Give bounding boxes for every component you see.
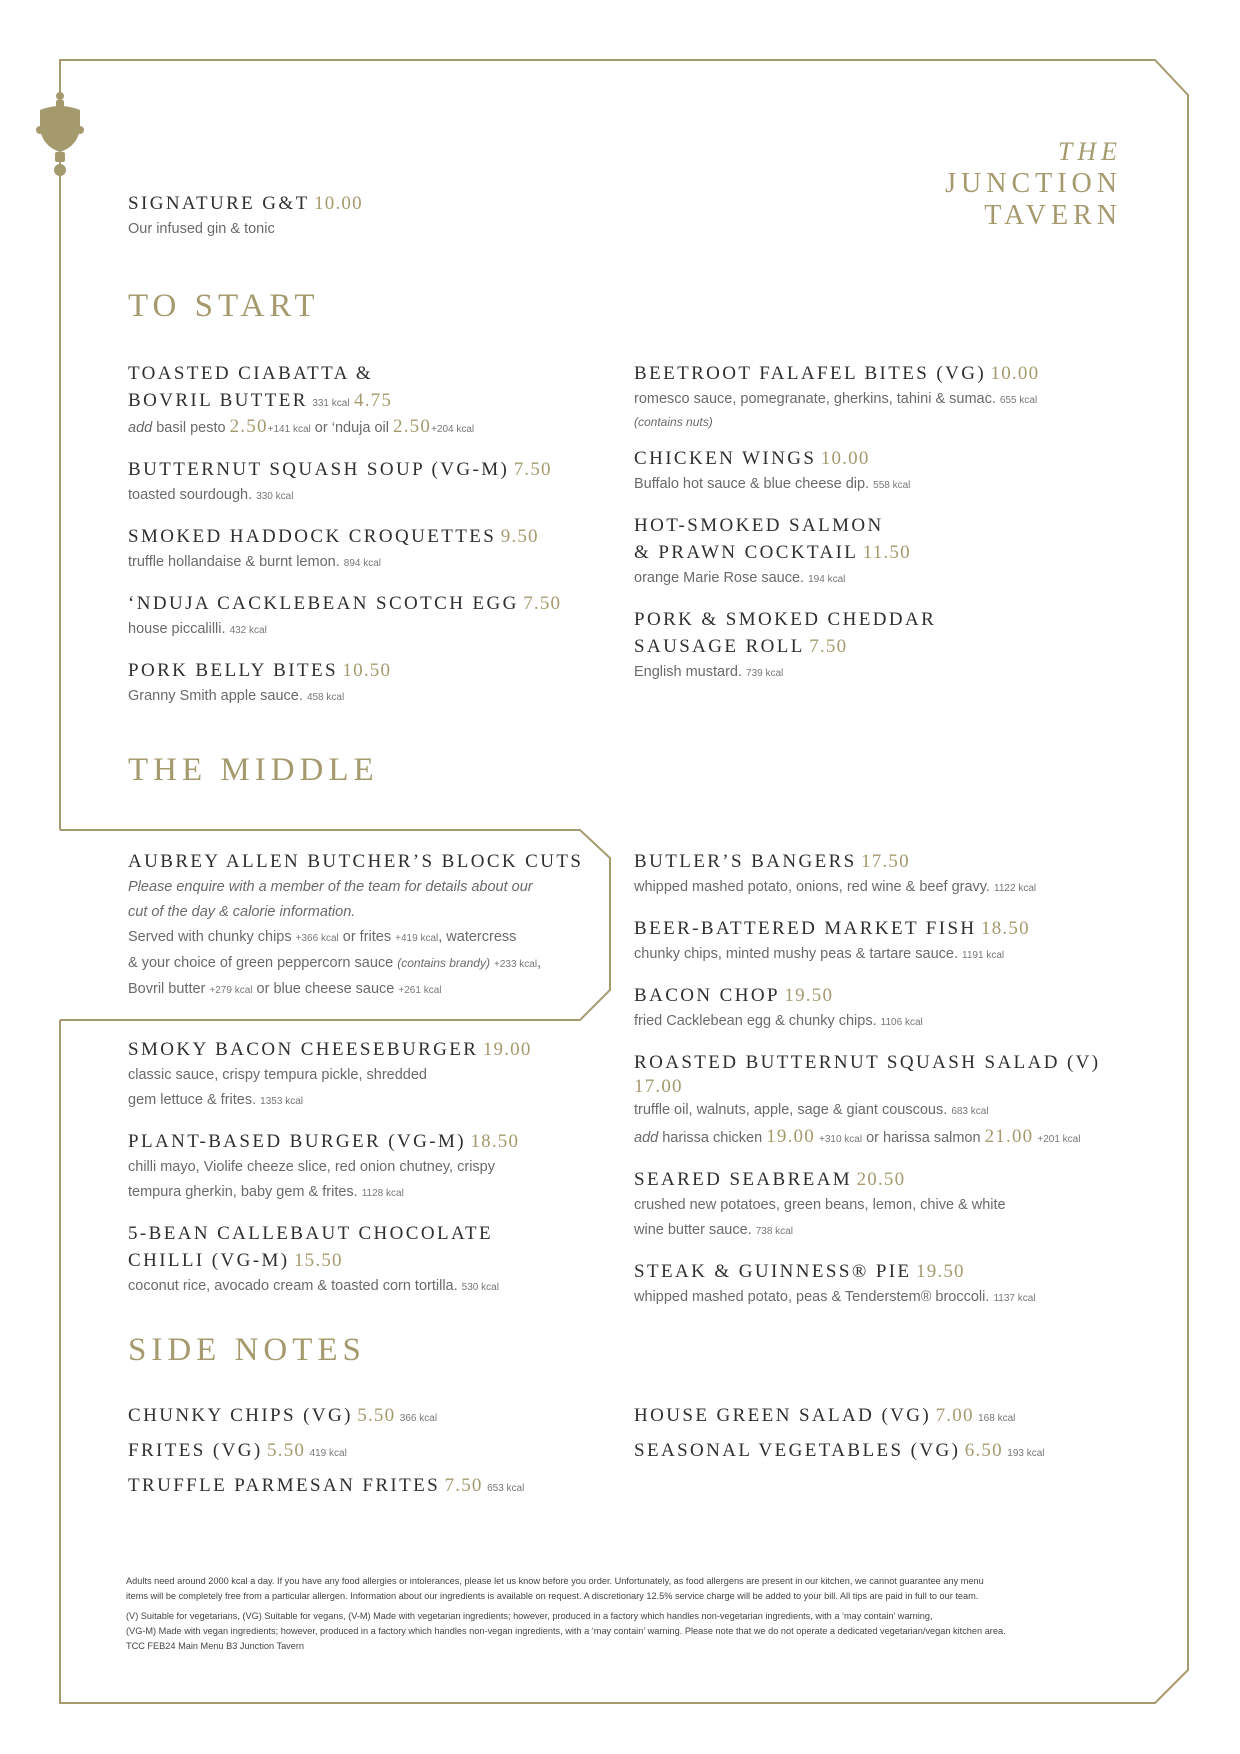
item-name: CHILLI (VG-M) bbox=[128, 1250, 290, 1271]
item-kcal: 168 kcal bbox=[978, 1413, 1016, 1424]
add-kcal: +204 kcal bbox=[431, 424, 475, 435]
to-start-left-column bbox=[128, 360, 628, 724]
item-name: PORK & SMOKED CHEDDAR bbox=[634, 609, 937, 630]
item-desc: chunky chips, minted mushy peas & tartare sauce. bbox=[634, 946, 958, 962]
menu-item bbox=[634, 982, 1164, 1035]
item-price: 15.50 bbox=[293, 1250, 343, 1271]
item-name: BOVRIL BUTTER bbox=[128, 390, 308, 411]
item-name: HOT-SMOKED SALMON bbox=[634, 515, 884, 536]
item-desc: Please enquire with a member of the team for details about our bbox=[128, 879, 533, 895]
add-label: add bbox=[128, 420, 153, 436]
menu-item bbox=[634, 915, 1164, 968]
menu-item bbox=[128, 456, 628, 509]
footer-menu-code: TCC FEB24 Main Menu B3 Junction Tavern bbox=[126, 1641, 305, 1651]
logo-line-2: JUNCTION bbox=[945, 168, 1122, 199]
item-desc: , watercress bbox=[438, 929, 517, 945]
item-kcal: 1137 kcal bbox=[993, 1293, 1036, 1304]
add-option: harissa chicken bbox=[662, 1130, 763, 1146]
item-desc: truffle hollandaise & burnt lemon. bbox=[128, 554, 340, 570]
item-desc: toasted sourdough. bbox=[128, 487, 253, 503]
item-desc: classic sauce, crispy tempura pickle, shredded bbox=[128, 1067, 427, 1083]
item-price: 18.50 bbox=[981, 918, 1030, 939]
menu-item bbox=[634, 512, 1154, 592]
add-kcal: +310 kcal bbox=[818, 1134, 863, 1145]
item-desc: coconut rice, avocado cream & toasted corn tortilla. bbox=[128, 1278, 458, 1294]
to-start-right-column bbox=[634, 360, 1154, 700]
item-kcal: 432 kcal bbox=[229, 625, 267, 636]
menu-item bbox=[634, 360, 1154, 431]
add-price: 2.50 bbox=[229, 416, 268, 437]
add-price: 19.00 bbox=[766, 1126, 815, 1147]
section-title-the-middle: THE MIDDLE bbox=[128, 752, 379, 788]
item-kcal: 738 kcal bbox=[755, 1226, 793, 1237]
item-note: (contains nuts) bbox=[634, 415, 713, 429]
footer-allergen-text: items will be completely free from a particular allergen. Information about our ingredients is available on request. A discretionary 12.5% service charge will be added to your bill. All tips are paid in full to our team. bbox=[126, 1591, 979, 1601]
item-name: SEASONAL VEGETABLES (VG) bbox=[634, 1440, 961, 1461]
item-desc: whipped mashed potato, onions, red wine & beef gravy. bbox=[634, 879, 991, 895]
item-desc: crushed new potatoes, green beans, lemon, chive & white bbox=[634, 1197, 1006, 1213]
item-price: 7.50 bbox=[513, 459, 552, 480]
item-name: SEARED SEABREAM bbox=[634, 1169, 853, 1190]
item-kcal: 1128 kcal bbox=[361, 1188, 404, 1199]
butchers-block-item: AUBREY ALLEN BUTCHER’S BLOCK CUTS Please enquire with a member of the team for details about our cut of the day & calorie information. Served with chunky chips +366 kcal or frites +419 kcal, watercress & your choice of green peppercorn sauce (contains brandy) +233 kcal, Bovril butter +279 kcal or blue cheese sauce +261 kcal bbox=[128, 848, 598, 1003]
item-price: 10.00 bbox=[820, 448, 870, 469]
signature-name: SIGNATURE G&T bbox=[128, 193, 310, 214]
item-kcal: +233 kcal bbox=[493, 959, 538, 970]
item-price: 7.50 bbox=[809, 636, 848, 657]
item-kcal: +279 kcal bbox=[209, 985, 253, 996]
side-item bbox=[128, 1472, 628, 1507]
item-name: STEAK & GUINNESS® PIE bbox=[634, 1261, 912, 1282]
item-name: BEER-BATTERED MARKET FISH bbox=[634, 918, 977, 939]
item-kcal: 419 kcal bbox=[309, 1448, 347, 1459]
item-name: BEETROOT FALAFEL BITES (VG) bbox=[634, 363, 987, 384]
add-option: ‘nduja oil bbox=[331, 420, 389, 436]
item-kcal: 1122 kcal bbox=[994, 883, 1037, 894]
item-desc: house piccalilli. bbox=[128, 621, 226, 637]
item-price: 17.00 bbox=[634, 1076, 683, 1097]
item-price: 17.50 bbox=[861, 851, 910, 872]
item-price: 7.50 bbox=[523, 593, 562, 614]
footer-dietary-text: (V) Suitable for vegetarians, (VG) Suitable for vegans, (V-M) Made with vegetarian ingredients; however, produced in a factory which handles non-vegetarian ingredients, with a ‘may contain’ warning, bbox=[126, 1611, 933, 1621]
menu-item bbox=[128, 523, 628, 576]
logo bbox=[945, 136, 1122, 232]
item-desc: orange Marie Rose sauce. bbox=[634, 570, 805, 586]
menu-item bbox=[128, 657, 628, 710]
item-kcal: 1106 kcal bbox=[880, 1017, 923, 1028]
item-desc: tempura gherkin, baby gem & frites. bbox=[128, 1184, 358, 1200]
item-kcal: 331 kcal bbox=[312, 398, 350, 409]
side-item bbox=[634, 1437, 1134, 1472]
item-desc: Buffalo hot sauce & blue cheese dip. bbox=[634, 476, 870, 492]
logo-line-3: TAVERN bbox=[984, 200, 1122, 231]
item-desc: or blue cheese sauce bbox=[256, 981, 395, 997]
item-kcal: 1353 kcal bbox=[260, 1096, 303, 1107]
footer-dietary-text: (VG-M) Made with vegan ingredients; however, produced in a factory which handles non-vegan ingredients, with a ‘may contain’ warning. Please note that we do not operate a dedicated vegetarian/vegan kitchen area. bbox=[126, 1626, 1006, 1636]
item-price: 7.50 bbox=[444, 1475, 483, 1496]
add-label: add bbox=[634, 1130, 659, 1146]
menu-item bbox=[634, 606, 1154, 686]
item-desc: wine butter sauce. bbox=[634, 1222, 752, 1238]
item-desc: & your choice of green peppercorn sauce bbox=[128, 955, 394, 971]
item-desc: Served with chunky chips bbox=[128, 929, 292, 945]
item-name: & PRAWN COCKTAIL bbox=[634, 542, 859, 563]
item-kcal: 683 kcal bbox=[951, 1106, 989, 1117]
item-kcal: 558 kcal bbox=[873, 480, 911, 491]
item-name: BUTTERNUT SQUASH SOUP (VG-M) bbox=[128, 459, 510, 480]
footer-notes bbox=[126, 1574, 1136, 1654]
item-price: 4.75 bbox=[354, 390, 393, 411]
footer-allergen-text: Adults need around 2000 kcal a day. If you have any food allergies or intolerances, please let us know before you order. Unfortunately, as food allergens are present in our kitchen, we cannot guarantee any menu bbox=[126, 1576, 984, 1586]
item-kcal: 330 kcal bbox=[256, 491, 294, 502]
middle-right-column bbox=[634, 848, 1164, 1325]
item-price: 11.50 bbox=[862, 542, 911, 563]
item-name: PLANT-BASED BURGER (VG-M) bbox=[128, 1131, 466, 1152]
item-name: BACON CHOP bbox=[634, 985, 780, 1006]
item-kcal: +419 kcal bbox=[395, 933, 439, 944]
item-desc: Bovril butter bbox=[128, 981, 206, 997]
item-name: SAUSAGE ROLL bbox=[634, 636, 805, 657]
item-price: 20.50 bbox=[856, 1169, 906, 1190]
item-price: 18.50 bbox=[470, 1131, 520, 1152]
signature-item bbox=[128, 190, 363, 242]
side-item bbox=[128, 1437, 628, 1472]
item-desc: fried Cacklebean egg & chunky chips. bbox=[634, 1013, 877, 1029]
menu-item bbox=[634, 848, 1164, 901]
item-kcal: 894 kcal bbox=[343, 558, 382, 569]
add-option: basil pesto bbox=[156, 420, 226, 436]
item-name: ROASTED BUTTERNUT SQUASH SALAD (V) bbox=[634, 1052, 1101, 1073]
item-kcal: +366 kcal bbox=[295, 933, 339, 944]
item-name: ‘NDUJA CACKLEBEAN SCOTCH EGG bbox=[128, 593, 519, 614]
item-note: (contains brandy) bbox=[397, 956, 490, 970]
or-text: or bbox=[314, 420, 328, 436]
item-name: HOUSE GREEN SALAD (VG) bbox=[634, 1405, 932, 1426]
menu-item bbox=[634, 1258, 1164, 1311]
item-name: TRUFFLE PARMESAN FRITES bbox=[128, 1475, 441, 1496]
item-desc: or frites bbox=[342, 929, 392, 945]
logo-line-1: THE bbox=[1057, 137, 1122, 166]
item-name: PORK BELLY BITES bbox=[128, 660, 338, 681]
item-name: BUTLER’S BANGERS bbox=[634, 851, 857, 872]
menu-item bbox=[128, 1036, 608, 1114]
item-name: CHUNKY CHIPS (VG) bbox=[128, 1405, 353, 1426]
signature-price: 10.00 bbox=[314, 193, 363, 214]
item-kcal: 530 kcal bbox=[461, 1282, 499, 1293]
menu-item bbox=[634, 1166, 1164, 1244]
item-kcal: 366 kcal bbox=[399, 1413, 438, 1424]
item-name: FRITES (VG) bbox=[128, 1440, 263, 1461]
sides-left-column bbox=[128, 1402, 628, 1507]
item-price: 19.50 bbox=[916, 1261, 965, 1282]
section-title-to-start: TO START bbox=[128, 288, 320, 324]
or-text: or bbox=[866, 1130, 880, 1146]
item-kcal: 655 kcal bbox=[999, 395, 1038, 406]
item-kcal: 458 kcal bbox=[306, 692, 345, 703]
item-desc: truffle oil, walnuts, apple, sage & giant couscous. bbox=[634, 1102, 948, 1118]
item-desc: gem lettuce & frites. bbox=[128, 1092, 257, 1108]
item-desc: chilli mayo, Violife cheeze slice, red onion chutney, crispy bbox=[128, 1159, 495, 1175]
add-option: harissa salmon bbox=[883, 1130, 981, 1146]
item-name: SMOKY BACON CHEESEBURGER bbox=[128, 1039, 479, 1060]
item-price: 10.00 bbox=[990, 363, 1040, 384]
item-desc: cut of the day & calorie information. bbox=[128, 904, 356, 920]
menu-item bbox=[634, 445, 1154, 498]
side-item bbox=[128, 1402, 628, 1437]
item-desc: whipped mashed potato, peas & Tenderstem® broccoli. bbox=[634, 1289, 990, 1305]
item-price: 19.00 bbox=[482, 1039, 532, 1060]
signature-desc: Our infused gin & tonic bbox=[128, 221, 275, 237]
item-price: 10.50 bbox=[342, 660, 392, 681]
item-name: AUBREY ALLEN BUTCHER’S BLOCK CUTS bbox=[128, 851, 584, 872]
sides-right-column bbox=[634, 1402, 1134, 1472]
item-price: 19.50 bbox=[784, 985, 834, 1006]
item-name: TOASTED CIABATTA & bbox=[128, 363, 374, 384]
item-price: 7.00 bbox=[935, 1405, 974, 1426]
menu-item bbox=[128, 360, 628, 442]
add-price: 2.50 bbox=[393, 416, 432, 437]
add-kcal: +141 kcal bbox=[267, 424, 311, 435]
side-item bbox=[634, 1402, 1134, 1437]
item-kcal: 739 kcal bbox=[746, 668, 784, 679]
item-name: 5-BEAN CALLEBAUT CHOCOLATE bbox=[128, 1223, 493, 1244]
menu-item bbox=[128, 1220, 608, 1300]
section-title-side-notes: SIDE NOTES bbox=[128, 1332, 366, 1368]
item-kcal: 1191 kcal bbox=[962, 950, 1005, 961]
item-kcal: 193 kcal bbox=[1007, 1448, 1045, 1459]
menu-item bbox=[634, 1049, 1164, 1152]
item-desc: Granny Smith apple sauce. bbox=[128, 688, 303, 704]
menu-item bbox=[128, 590, 628, 643]
item-price: 5.50 bbox=[357, 1405, 396, 1426]
menu-item bbox=[128, 1128, 608, 1206]
add-kcal: +201 kcal bbox=[1037, 1134, 1081, 1145]
item-price: 5.50 bbox=[267, 1440, 306, 1461]
item-kcal: +261 kcal bbox=[398, 985, 442, 996]
item-desc: English mustard. bbox=[634, 664, 742, 680]
item-name: SMOKED HADDOCK CROQUETTES bbox=[128, 526, 497, 547]
item-price: 9.50 bbox=[500, 526, 539, 547]
add-price: 21.00 bbox=[984, 1126, 1034, 1147]
middle-left-column bbox=[128, 1036, 608, 1314]
item-kcal: 653 kcal bbox=[487, 1483, 525, 1494]
item-name: CHICKEN WINGS bbox=[634, 448, 817, 469]
item-kcal: 194 kcal bbox=[808, 574, 846, 585]
item-desc: romesco sauce, pomegranate, gherkins, tahini & sumac. bbox=[634, 391, 996, 407]
item-price: 6.50 bbox=[964, 1440, 1003, 1461]
